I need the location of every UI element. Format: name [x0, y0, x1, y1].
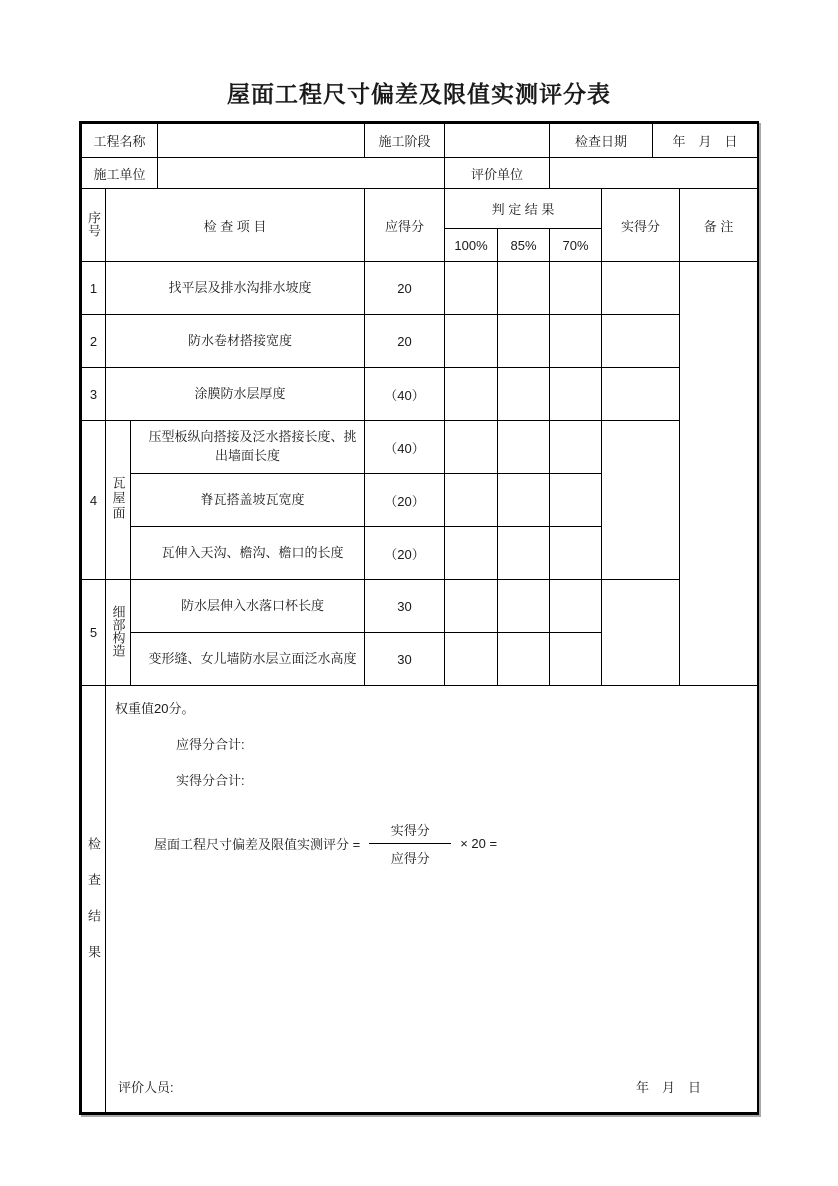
- header-seq: 序号: [82, 189, 106, 262]
- remark-cell[interactable]: [680, 262, 758, 686]
- construction-unit-field[interactable]: [158, 158, 445, 189]
- judge-85-cell[interactable]: [498, 527, 550, 580]
- judge-70-cell[interactable]: [550, 368, 602, 421]
- judge-70-cell[interactable]: [550, 633, 602, 686]
- judge-100-cell[interactable]: [445, 368, 498, 421]
- form-sheet: [79, 121, 759, 1115]
- actual-score-cell[interactable]: [602, 421, 680, 580]
- evaluation-unit-label: 评价单位: [445, 158, 550, 189]
- judge-100-cell[interactable]: [445, 315, 498, 368]
- due-score-cell: 30: [365, 633, 445, 686]
- item-cell: 瓦伸入天沟、檐沟、檐口的长度: [131, 527, 365, 580]
- evaluation-unit-field[interactable]: [550, 158, 758, 189]
- evaluator-label: 评价人员:: [118, 1080, 174, 1095]
- formula-fraction: [369, 820, 451, 867]
- result-content-area[interactable]: [106, 686, 758, 1113]
- actual-score-cell[interactable]: [602, 580, 680, 686]
- item-cell: 变形缝、女儿墙防水层立面泛水高度: [131, 633, 365, 686]
- seq-cell: 1: [82, 262, 106, 315]
- item-cell: 涂膜防水层厚度: [106, 368, 365, 421]
- judge-85-cell[interactable]: [498, 421, 550, 474]
- group-label-detail-construction: 细部构造: [106, 580, 131, 686]
- judge-70-cell[interactable]: [550, 421, 602, 474]
- check-date-field[interactable]: 年 月 日: [653, 124, 758, 158]
- judge-70-cell[interactable]: [550, 315, 602, 368]
- due-score-cell: 20: [365, 315, 445, 368]
- judge-70-cell[interactable]: [550, 474, 602, 527]
- judge-70-cell[interactable]: [550, 580, 602, 633]
- due-score-cell: （40）: [365, 421, 445, 474]
- judge-85-cell[interactable]: [498, 368, 550, 421]
- construction-stage-field[interactable]: [445, 124, 550, 158]
- judge-100-cell[interactable]: [445, 262, 498, 315]
- actual-score-cell[interactable]: [602, 262, 680, 315]
- header-pct70: 70%: [550, 229, 602, 262]
- header-remark: 备 注: [680, 189, 758, 262]
- item-cell: 脊瓦搭盖坡瓦宽度: [131, 474, 365, 527]
- table-row: [82, 368, 758, 421]
- judge-85-cell[interactable]: [498, 474, 550, 527]
- header-item: 检 查 项 目: [106, 189, 365, 262]
- table-row: [82, 262, 758, 315]
- judge-85-cell[interactable]: [498, 262, 550, 315]
- judge-100-cell[interactable]: [445, 580, 498, 633]
- formula-suffix: × 20 =: [460, 836, 498, 851]
- construction-unit-label: 施工单位: [82, 158, 158, 189]
- judge-100-cell[interactable]: [445, 474, 498, 527]
- header-judgement: 判 定 结 果: [445, 189, 602, 229]
- result-table: [81, 685, 758, 1113]
- due-score-cell: 20: [365, 262, 445, 315]
- seq-cell: 2: [82, 315, 106, 368]
- weight-note: 权重值20分。: [115, 701, 195, 716]
- due-total-label: 应得分合计:: [176, 737, 245, 752]
- formula-denominator: 应得分: [390, 851, 430, 866]
- judge-85-cell[interactable]: [498, 633, 550, 686]
- sign-date: 年 月 日: [635, 1080, 701, 1095]
- group-label-tile-roof: 瓦屋面: [106, 421, 131, 580]
- score-formula: [154, 820, 497, 867]
- header-actual-score: 实得分: [602, 189, 680, 262]
- actual-score-cell[interactable]: [602, 368, 680, 421]
- item-cell: 压型板纵向搭接及泛水搭接长度、挑出墙面长度: [131, 421, 365, 474]
- table-row: [82, 315, 758, 368]
- seq-cell: 3: [82, 368, 106, 421]
- construction-stage-label: 施工阶段: [365, 124, 445, 158]
- judge-85-cell[interactable]: [498, 315, 550, 368]
- formula-numerator: 实得分: [369, 820, 451, 844]
- due-score-cell: 30: [365, 580, 445, 633]
- judge-85-cell[interactable]: [498, 580, 550, 633]
- seq-cell: 5: [82, 580, 106, 686]
- judge-70-cell[interactable]: [550, 527, 602, 580]
- header-due-score: 应得分: [365, 189, 445, 262]
- judge-100-cell[interactable]: [445, 527, 498, 580]
- header-pct85: 85%: [498, 229, 550, 262]
- page-title: 屋面工程尺寸偏差及限值实测评分表: [227, 81, 611, 107]
- result-section-label: 检查结果: [82, 686, 106, 1113]
- judge-100-cell[interactable]: [445, 633, 498, 686]
- judge-100-cell[interactable]: [445, 421, 498, 474]
- seq-cell: 4: [82, 421, 106, 580]
- info-table: [81, 123, 758, 189]
- judge-70-cell[interactable]: [550, 262, 602, 315]
- due-score-cell: （40）: [365, 368, 445, 421]
- due-score-cell: （20）: [365, 527, 445, 580]
- table-row: [82, 580, 758, 633]
- formula-prefix: 屋面工程尺寸偏差及限值实测评分 =: [154, 837, 361, 852]
- header-pct100: 100%: [445, 229, 498, 262]
- item-cell: 防水层伸入水落口杯长度: [131, 580, 365, 633]
- check-date-label: 检查日期: [550, 124, 653, 158]
- item-cell: 找平层及排水沟排水坡度: [106, 262, 365, 315]
- score-table: [81, 188, 758, 686]
- actual-total-label: 实得分合计:: [176, 773, 245, 788]
- project-name-field[interactable]: [158, 124, 365, 158]
- item-cell: 防水卷材搭接宽度: [106, 315, 365, 368]
- project-name-label: 工程名称: [82, 124, 158, 158]
- table-row: [82, 421, 758, 474]
- actual-score-cell[interactable]: [602, 315, 680, 368]
- due-score-cell: （20）: [365, 474, 445, 527]
